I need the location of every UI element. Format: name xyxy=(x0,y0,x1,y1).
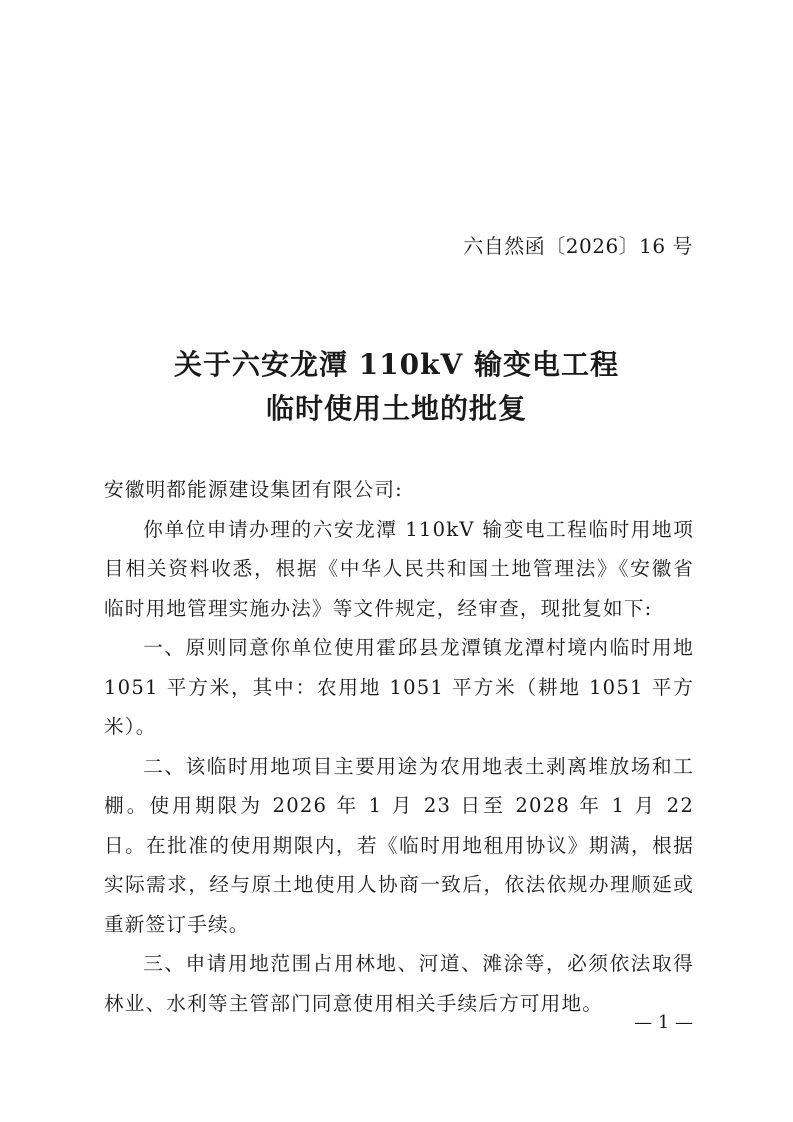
addressee: 安徽明都能源建设集团有限公司: xyxy=(104,478,403,501)
paragraph-item-1: 一、原则同意你单位使用霍邱县龙潭镇龙潭村境内临时用地 1051 平方米，其中：农用地 1051 平方米（耕地 1051 平方米）。 xyxy=(104,636,694,738)
paragraph-intro: 你单位申请办理的六安龙潭 110kV 输变电工程临时用地项目相关资料收悉，根据《中华人民共和国土地管理法》《安徽省临时用地管理实施办法》等文件规定，经审查，现批复如下: xyxy=(104,517,694,620)
paragraph-item-3: 三、申请用地范围占用林地、河道、滩涂等，必须依法取得林业、水利等主管部门同意使用相关手续后方可用地。 xyxy=(104,952,694,1015)
page-number: — 1 — xyxy=(634,1012,693,1033)
document-title-line-1: 关于六安龙潭 110kV 输变电工程 xyxy=(173,348,620,381)
paragraph-item-2: 二、该临时用地项目主要用途为农用地表土剥离堆放场和工棚。使用期限为 2026 年 1 月 23 日至 2028 年 1 月 22 日。在批准的使用期限内，若《临时用地租用协议》期满，根据实际需求，经与原土地使用人协商一致后，依法依规办理顺延或重新签订手续。 xyxy=(104,754,694,936)
document-number: 六自然函〔2026〕16 号 xyxy=(463,234,693,258)
document-title-line-2: 临时使用土地的批复 xyxy=(265,392,527,425)
document-body xyxy=(104,470,694,1023)
